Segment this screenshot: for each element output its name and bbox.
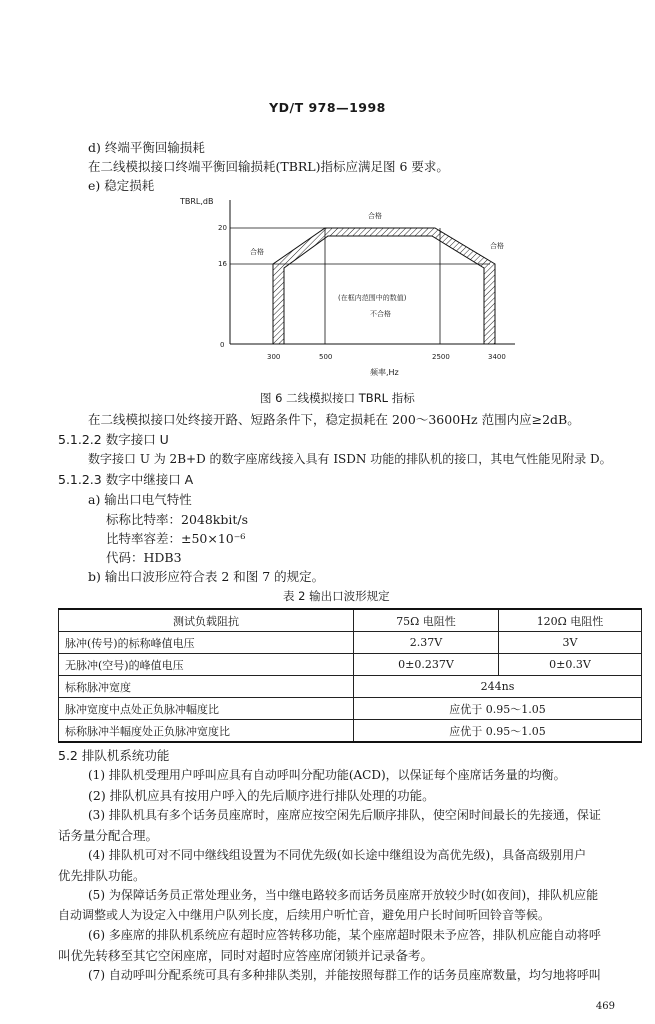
- table-2: [58, 608, 642, 743]
- table-cell: 应优于 0.95～1.05: [354, 698, 642, 720]
- s52-para-3a: (3) 排队机具有多个话务员座席时，座席应按空闲先后顺序排队，使空闲时间最长的先接通，保证: [88, 808, 601, 822]
- s52-para-6b: 叫优先转移至其它空闲座席，同时对超时应答座席闭锁并记录备考。: [58, 948, 434, 963]
- table-cell: 0±0.237V: [354, 654, 499, 676]
- table-cell: 标称脉冲半幅度处正负脉冲宽度比: [59, 720, 354, 743]
- tbrl-chart: [170, 192, 530, 382]
- x-axis-label: 频率,Hz: [370, 368, 399, 377]
- table-cell: 3V: [499, 632, 642, 654]
- page-number: 469: [595, 1001, 615, 1012]
- section-b-title: b) 输出口波形应符合表 2 和图 7 的规定。: [88, 569, 325, 584]
- table-row: [59, 654, 642, 676]
- annotation-fail: 不合格: [370, 310, 391, 318]
- bit-rate-tolerance: 比特率容差：±50×10⁻⁶: [106, 531, 246, 546]
- table-caption: 表 2 输出口波形规定: [283, 589, 390, 603]
- section-5122-heading: 5.1.2.2 数字接口 U: [58, 432, 169, 447]
- table-cell: 120Ω 电阻性: [499, 609, 642, 632]
- x-tick-3400: 3400: [488, 353, 506, 361]
- table-cell: 应优于 0.95～1.05: [354, 720, 642, 743]
- annotation-in-frame: (在框内范围中的数值): [338, 294, 407, 302]
- s52-para-5b: 自动调整或人为设定入中继用户队列长度，后续用户听忙音，避免用户长时间听回铃音等候。: [58, 908, 551, 922]
- s52-para-4b: 优先排队功能。: [58, 868, 146, 883]
- line-code: 代码：HDB3: [106, 550, 182, 565]
- figure-caption: 图 6 二线模拟接口 TBRL 指标: [260, 391, 415, 405]
- annotation-pass-left: 合格: [250, 248, 264, 256]
- s52-para-2: (2) 排队机应具有按用户呼入的先后顺序进行排队处理的功能。: [88, 788, 435, 803]
- bit-rate: 标称比特率：2048kbit/s: [106, 512, 249, 527]
- table-row: [59, 609, 642, 632]
- table-cell: 测试负载阻抗: [59, 609, 354, 632]
- table-cell: 244ns: [354, 676, 642, 698]
- tbrl-mask-band: [273, 228, 495, 344]
- table-cell: 75Ω 电阻性: [354, 609, 499, 632]
- s52-para-7a: (7) 自动呼叫分配系统可具有多种排队类别，并能按照每群工作的话务员座席数量，均匀地将呼叫: [88, 968, 601, 982]
- annotation-pass-top: 合格: [368, 212, 382, 220]
- x-tick-300: 300: [267, 353, 281, 361]
- x-tick-500: 500: [319, 353, 333, 361]
- table-cell: 标称脉冲宽度: [59, 676, 354, 698]
- y-tick-0: 0: [220, 341, 225, 349]
- section-d-body: 在二线模拟接口终端平衡回输损耗(TBRL)指标应满足图 6 要求。: [88, 159, 449, 174]
- section-e-title: e) 稳定损耗: [88, 178, 155, 193]
- table-cell: 无脉冲(空号)的峰值电压: [59, 654, 354, 676]
- stability-body: 在二线模拟接口处终接开路、短路条件下，稳定损耗在 200～3600Hz 范围内应≥2dB。: [88, 412, 580, 427]
- table-row: [59, 698, 642, 720]
- y-axis-label: TBRL,dB: [180, 197, 214, 206]
- annotation-pass-right: 合格: [490, 242, 504, 250]
- section-5123-heading: 5.1.2.3 数字中继接口 A: [58, 472, 194, 487]
- s52-para-6a: (6) 多座席的排队机系统应有超时应答转移功能，某个座席超时限未予应答，排队机应能自动将呼: [88, 928, 601, 942]
- s52-para-5a: (5) 为保障话务员正常处理业务，当中继电路较多而话务员座席开放较少时(如夜间)，排队机应能: [88, 888, 599, 902]
- table-row: [59, 632, 642, 654]
- page-header: YD/T 978—1998: [269, 100, 386, 115]
- table-cell: 脉冲(传号)的标称峰值电压: [59, 632, 354, 654]
- x-tick-2500: 2500: [432, 353, 450, 361]
- section-5122-body: 数字接口 U 为 2B+D 的数字座席线接入具有 ISDN 功能的排队机的接口，其电气性能见附录 D。: [88, 452, 612, 466]
- y-tick-16: 16: [218, 260, 227, 268]
- section-a-title: a) 输出口电气特性: [88, 492, 192, 507]
- s52-para-1: (1) 排队机受理用户呼叫应具有自动呼叫分配功能(ACD)，以保证每个座席话务量的均衡。: [88, 768, 566, 782]
- s52-para-4a: (4) 排队机可对不同中继线组设置为不同优先级(如长途中继组设为高优先级)，具备高级别用户: [88, 848, 587, 862]
- table-row: [59, 676, 642, 698]
- s52-para-3b: 话务量分配合理。: [58, 828, 159, 843]
- y-tick-20: 20: [218, 224, 227, 232]
- section-d-title: d) 终端平衡回输损耗: [88, 140, 205, 155]
- table-row: [59, 720, 642, 743]
- section-52-heading: 5.2 排队机系统功能: [58, 748, 170, 763]
- table-cell: 脉冲宽度中点处正负脉冲幅度比: [59, 698, 354, 720]
- table-cell: 0±0.3V: [499, 654, 642, 676]
- table-cell: 2.37V: [354, 632, 499, 654]
